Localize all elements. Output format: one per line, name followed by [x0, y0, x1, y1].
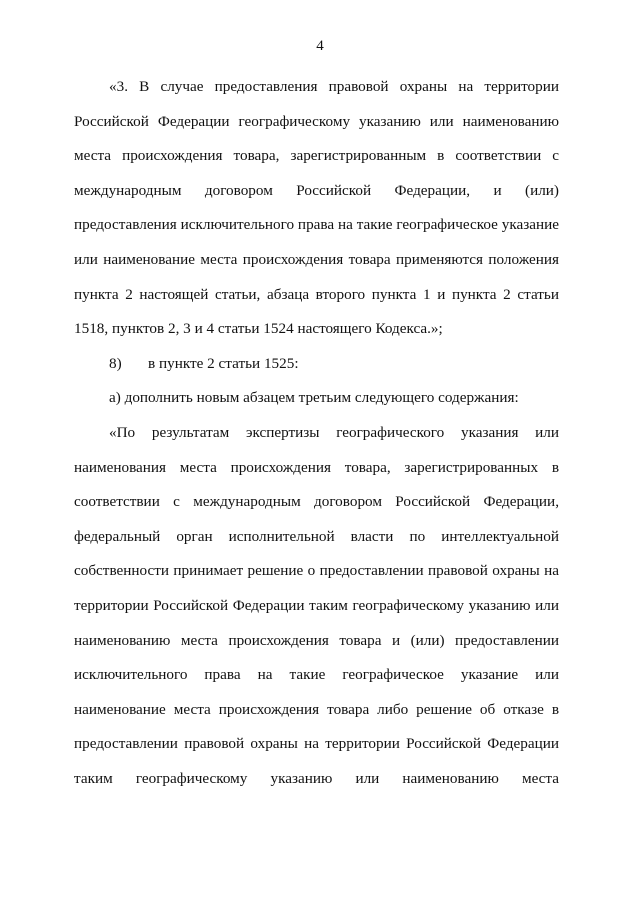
- paragraph-line: или наименование места происхождения товара применяются положения: [74, 250, 559, 268]
- paragraph-line: наименованию места происхождения товара и (или) предоставлении: [74, 631, 559, 649]
- sub-item-a: а) дополнить новым абзацем третьим следующего содержания:: [109, 389, 519, 407]
- page-number: 4: [316, 38, 324, 54]
- paragraph-line: места происхождения товара, зарегистрированным в соответствии с: [74, 147, 559, 165]
- paragraph-line: «По результатам экспертизы географического указания или: [109, 423, 559, 441]
- paragraph-line: исключительного права на такие географическое указание или: [74, 666, 559, 684]
- paragraph-line: 1518, пунктов 2, 3 и 4 статьи 1524 настоящего Кодекса.»;: [74, 320, 443, 338]
- paragraph-line: территории Российской Федерации таким географическому указанию или: [74, 596, 559, 614]
- list-item-number: 8): [109, 354, 122, 372]
- paragraph-line: собственности принимает решение о предоставлении правовой охраны на: [74, 562, 559, 580]
- paragraph-line: «3. В случае предоставления правовой охраны на территории: [109, 78, 559, 95]
- paragraph-line: наименование места происхождения товара либо решение об отказе в: [74, 700, 559, 718]
- paragraph-line: соответствии с международным договором Российской Федерации,: [74, 493, 559, 511]
- paragraph-line: предоставления исключительного права на такие географическое указание: [74, 216, 559, 234]
- document-body: [74, 70, 559, 796]
- paragraph-line: федеральный орган исполнительной власти по интеллектуальной: [74, 527, 559, 545]
- paragraph-line: таким географическому указанию или наименованию места: [74, 769, 559, 787]
- paragraph-line: Российской Федерации географическому указанию или наименованию: [74, 112, 559, 130]
- paragraph-line: международным договором Российской Федерации, и (или): [74, 181, 559, 199]
- paragraph-line: предоставлении правовой охраны на территории Российской Федерации: [74, 735, 559, 753]
- paragraph-line: пункта 2 настоящей статьи, абзаца второго пункта 1 и пункта 2 статьи: [74, 285, 559, 303]
- list-item-8: [74, 347, 559, 382]
- paragraph-line: наименования места происхождения товара, зарегистрированных в: [74, 458, 559, 476]
- list-item-text: в пункте 2 статьи 1525:: [148, 354, 299, 372]
